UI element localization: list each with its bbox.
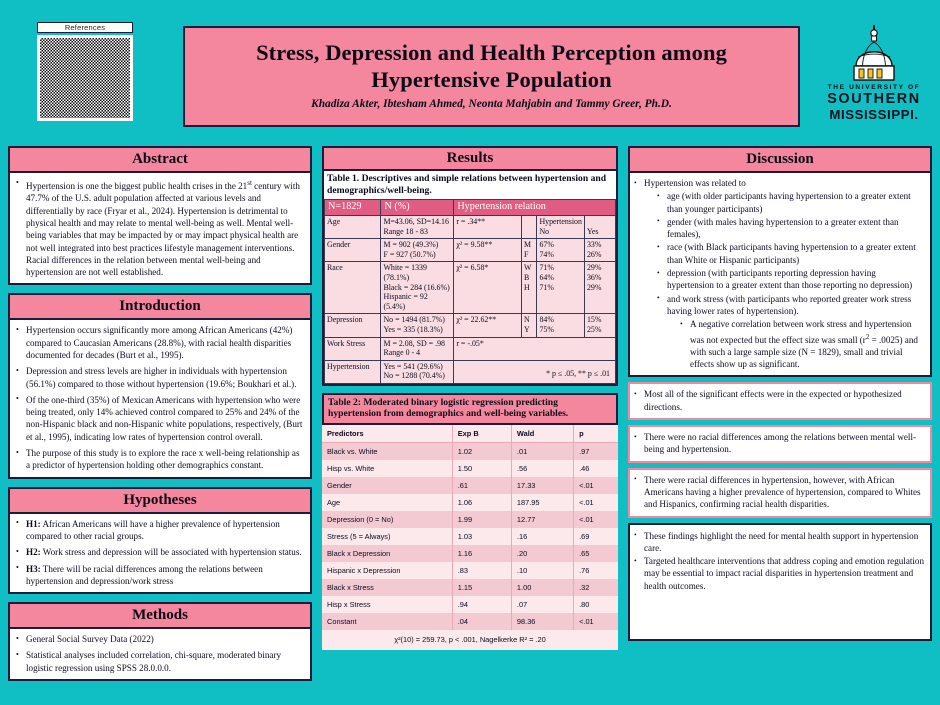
discussion-note-list — [633, 431, 925, 456]
list-item: • Statistical analyses included correlation, chi-square, moderated binary logistic regression using SPSS 28.0.0.0. — [14, 649, 304, 674]
table2-col-expb: Exp B — [452, 425, 511, 443]
logo-line-3: MISSISSIPPI. — [829, 107, 919, 122]
table1-col-npct: N (%) — [381, 200, 454, 216]
cell-p: .76 — [574, 562, 618, 579]
cell-predictor: Stress (5 = Always) — [322, 528, 452, 545]
cell-expb: .61 — [452, 477, 511, 494]
subheader-yes: Yes — [584, 216, 615, 239]
discussion-note-1 — [628, 382, 932, 420]
table-row — [322, 579, 618, 596]
row-npct: M=43.06, SD=14.16 Range 18 - 83 — [381, 216, 454, 239]
hypothesis-label: H2: — [26, 547, 41, 558]
cell-p: .65 — [574, 545, 618, 562]
table1-wrapper — [322, 171, 618, 386]
row-variable: Work Stress — [325, 337, 381, 360]
methods-heading: Methods — [8, 602, 312, 629]
list-item — [656, 293, 925, 371]
table2-head — [322, 425, 618, 443]
list-item: • Depression and stress levels are higher in individuals with hypertension (56.1%) compared to those without hypertension (19.6%; Boukhari et al.). — [14, 365, 304, 390]
table-row — [325, 360, 616, 383]
hypotheses-heading: Hypotheses — [8, 487, 312, 514]
list-item: • Of the one-third (35%) of Mexican Americans with hypertension who were being treated, only 14% achieved control compared to 25% and 24% of the non-Hispanic black and non-Hispanic white populations, respectively, (Burt et al., 1995), indicating low rates of hypertension control overall. — [14, 394, 304, 443]
subheader-no: Hypertension No — [537, 216, 585, 239]
cell-expb: .94 — [452, 596, 511, 613]
methods-body — [8, 629, 312, 681]
table1-significance-note: * p ≤ .05, ** p ≤ .01 — [454, 360, 616, 383]
logo-line-1: THE UNIVERSITY OF — [827, 84, 921, 91]
table1-body — [325, 216, 616, 384]
row-yes: 15% 25% — [584, 314, 615, 337]
cell-wald: .56 — [511, 460, 573, 477]
logo-line-2: SOUTHERN — [827, 91, 921, 107]
table2-wrapper — [322, 393, 618, 650]
list-item — [14, 518, 304, 543]
cell-p: .32 — [574, 579, 618, 596]
list-item: • age (with older participants having hypertension to a greater extent than younger participants) — [656, 190, 925, 215]
row-npct: Yes = 541 (29.6%) No = 1288 (70.4%) — [381, 360, 454, 383]
cell-p: .69 — [574, 528, 618, 545]
abstract-text: Hypertension is one the biggest public health crises in the 21st century with 47.7% of the U.S. adult population affected at various levels and differentially by race (Fryar et al., 2024). Hypertension is detrimental to physical health and may relate to mental well-being as well. Mental well-being variables that may be impacted by or may impact physical health are not well integrated into best practices lifestyle management interventions. Racial differences in the relation between mental well-being and hypertension are not well established. — [26, 179, 300, 278]
discussion-sublist — [656, 190, 925, 370]
discussion-heading: Discussion — [628, 146, 932, 173]
row-relation: r = .34** — [454, 216, 522, 239]
cell-predictor: Hisp x Stress — [322, 596, 452, 613]
table-row — [322, 613, 618, 630]
table2 — [322, 425, 618, 630]
hypotheses-list — [14, 518, 304, 587]
discussion-note-list — [633, 388, 925, 413]
discussion-lead: Hypertension was related to — [644, 178, 746, 188]
references-label: References — [37, 22, 133, 33]
discussion-subbullet-text: and work stress (with participants who reported greater work stress having lower rates of hypertension). — [667, 293, 912, 316]
row-no: 71% 64% 71% — [537, 262, 585, 314]
cell-wald: .20 — [511, 545, 573, 562]
cell-p: .97 — [574, 442, 618, 460]
list-item: • depression (with participants reporting depression having hypertension to a greater extent than those reporting no depression) — [656, 267, 925, 292]
table-row — [325, 200, 616, 216]
list-item: • The purpose of this study is to explore the race x well-being relationship as a predictor of hypertension holding other demographics constant. — [14, 447, 304, 472]
list-item: • Most all of the significant effects were in the expected or hypothesized directions. — [633, 388, 925, 413]
table2-caption: Table 2: Moderated binary logistic regression predicting hypertension from demographics and well-being variables. — [322, 393, 618, 425]
methods-list — [14, 633, 304, 674]
cell-wald: 187.95 — [511, 494, 573, 511]
list-item: • There were racial differences in hypertension, however, with African Americans having a higher prevalence of hypertension, compared to Whites and Hispanics, confirming racial health disparities. — [633, 474, 925, 511]
table-row — [325, 337, 616, 360]
row-npct: M = 902 (49.3%) F = 927 (50.7%) — [381, 239, 454, 262]
discussion-main-list — [633, 177, 925, 370]
cell-predictor: Gender — [322, 477, 452, 494]
row-relation: r = -.05* — [454, 337, 616, 360]
row-variable: Gender — [325, 239, 381, 262]
list-item — [14, 546, 304, 558]
table2-col-predictors: Predictors — [322, 425, 452, 443]
row-variable: Race — [325, 262, 381, 314]
table1-col-relation: Hypertension relation — [454, 200, 616, 216]
list-item: • Hypertension occurs significantly more among African Americans (42%) compared to Caucasian Americans (28.8%), with racial health disparities documented for decades (Burt et al., 1995). — [14, 324, 304, 361]
university-logo — [822, 24, 926, 132]
row-variable: Hypertension — [325, 360, 381, 383]
list-item: • A negative correlation between work stress and hypertension was not expected but the effect size was small $(r^2 = .0025)$ and with such a large sample size (N = 1829), small and trivial effects show up as significant. — [679, 318, 925, 370]
cell-wald: .10 — [511, 562, 573, 579]
left-column — [8, 146, 312, 689]
list-item: • There were no racial differences among the relations between mental well-being and hypertension. — [633, 431, 925, 456]
list-item: • gender (with males having hypertension to a greater extent than females), — [656, 216, 925, 241]
cell-expb: 1.50 — [452, 460, 511, 477]
row-key: M F — [521, 239, 536, 262]
row-key: N Y — [521, 314, 536, 337]
discussion-body — [628, 173, 932, 377]
results-heading: Results — [322, 146, 618, 171]
list-item: • General Social Survey Data (2022) — [14, 633, 304, 645]
discussion-note-2 — [628, 425, 932, 463]
cell-p: <.01 — [574, 477, 618, 494]
hypothesis-label: H3: — [26, 563, 41, 574]
discussion-conclusion-box — [628, 523, 932, 641]
row-npct: No = 1494 (81.7%) Yes = 335 (18.3%) — [381, 314, 454, 337]
table-row — [322, 494, 618, 511]
table2-col-wald: Wald — [511, 425, 573, 443]
table1 — [324, 199, 616, 384]
hypothesis-text: There will be racial differences among the relations between hypertension and depression/work stress — [26, 563, 263, 586]
right-column — [628, 146, 932, 641]
poster-authors: Khadiza Akter, Ibtesham Ahmed, Neonta Mahjabin and Tammy Greer, Ph.D. — [311, 98, 672, 110]
row-relation: χ² = 6.58* — [454, 262, 522, 314]
row-key — [521, 216, 536, 239]
hypothesis-text: Work stress and depression will be associated with hypertension status. — [42, 547, 302, 558]
poster-title-line-1: Stress, Depression and Health Perception among — [256, 40, 727, 65]
introduction-body — [8, 320, 312, 478]
abstract-body — [8, 173, 312, 285]
cell-expb: 1.02 — [452, 442, 511, 460]
cell-expb: 1.15 — [452, 579, 511, 596]
cell-predictor: Hisp vs. White — [322, 460, 452, 477]
cell-expb: 1.99 — [452, 511, 511, 528]
section-hypotheses — [8, 487, 312, 594]
cell-p: <.01 — [574, 494, 618, 511]
poster-title-line-2: Hypertensive Population — [371, 67, 612, 92]
cell-wald: 98.36 — [511, 613, 573, 630]
cell-predictor: Hispanic x Depression — [322, 562, 452, 579]
cell-wald: .07 — [511, 596, 573, 613]
hypotheses-body — [8, 514, 312, 594]
cell-predictor: Depression (0 = No) — [322, 511, 452, 528]
table-row — [322, 442, 618, 460]
cell-wald: 12.77 — [511, 511, 573, 528]
table1-head — [325, 200, 616, 216]
dome-icon — [843, 24, 905, 82]
cell-predictor: Black x Stress — [322, 579, 452, 596]
row-variable: Age — [325, 216, 381, 239]
table-row — [325, 262, 616, 314]
row-relation: χ² = 9.58** — [454, 239, 522, 262]
table-row — [322, 460, 618, 477]
cell-p: <.01 — [574, 511, 618, 528]
hypothesis-text: African Americans will have a higher prevalence of hypertension compared to other racial groups. — [26, 518, 280, 541]
cell-wald: .01 — [511, 442, 573, 460]
cell-wald: 17.33 — [511, 477, 573, 494]
introduction-heading: Introduction — [8, 293, 312, 320]
hypothesis-label: H1: — [26, 518, 41, 529]
table-row — [322, 545, 618, 562]
table-row — [322, 477, 618, 494]
discussion-note-3 — [628, 468, 932, 518]
cell-expb: .83 — [452, 562, 511, 579]
table2-footer: χ²(10) = 259.73, p < .001, Nagelkerke R² = .20 — [322, 630, 618, 650]
cell-predictor: Black x Depression — [322, 545, 452, 562]
list-item: • These findings highlight the need for mental health support in hypertension care. — [633, 530, 925, 555]
cell-p: .80 — [574, 596, 618, 613]
table2-col-p: p — [574, 425, 618, 443]
list-item — [14, 563, 304, 588]
introduction-list — [14, 324, 304, 471]
cell-expb: .04 — [452, 613, 511, 630]
table-row — [325, 239, 616, 262]
list-item: • race (with Black participants having hypertension to a greater extent than White or Hispanic participants) — [656, 241, 925, 266]
qr-code-frame — [37, 35, 133, 121]
section-introduction — [8, 293, 312, 478]
row-npct: M = 2.08, SD = .98 Range 0 - 4 — [381, 337, 454, 360]
references-block[interactable] — [37, 22, 133, 121]
table1-caption: Table 1. Descriptives and simple relations between hypertension and demographics/well-being. — [324, 171, 616, 199]
table1-col-n: N=1829 — [325, 200, 381, 216]
cell-expb: 1.03 — [452, 528, 511, 545]
title-panel — [183, 26, 800, 127]
qr-code-icon[interactable] — [40, 38, 130, 118]
discussion-nested-list — [679, 318, 925, 370]
row-relation: χ² = 22.62** — [454, 314, 522, 337]
cell-wald: .16 — [511, 528, 573, 545]
row-yes: 33% 26% — [584, 239, 615, 262]
poster-header — [0, 0, 940, 142]
table-row — [325, 216, 616, 239]
row-no: 67% 74% — [537, 239, 585, 262]
cell-p: <.01 — [574, 613, 618, 630]
table-row — [322, 511, 618, 528]
middle-column — [322, 146, 618, 650]
cell-p: .46 — [574, 460, 618, 477]
row-key: W B H — [521, 262, 536, 314]
section-methods — [8, 602, 312, 681]
discussion-conclusion-list — [633, 530, 925, 592]
table2-body — [322, 442, 618, 630]
table-row — [322, 425, 618, 443]
list-item — [14, 177, 304, 278]
abstract-heading: Abstract — [8, 146, 312, 173]
row-npct: White = 1339 (78.1%) Black = 284 (16.6%) Hispanic = 92 (5.4%) — [381, 262, 454, 314]
abstract-list — [14, 177, 304, 278]
table-row — [322, 562, 618, 579]
table-row — [322, 528, 618, 545]
table-row — [322, 596, 618, 613]
discussion-note-list — [633, 474, 925, 511]
cell-predictor: Constant — [322, 613, 452, 630]
cell-wald: 1.00 — [511, 579, 573, 596]
cell-expb: 1.06 — [452, 494, 511, 511]
section-abstract — [8, 146, 312, 285]
cell-expb: 1.16 — [452, 545, 511, 562]
row-variable: Depression — [325, 314, 381, 337]
row-no: 84% 75% — [537, 314, 585, 337]
list-item: • Targeted healthcare interventions that address coping and emotion regulation may be essential to impact racial disparities in hypertension treatment and health outcomes. — [633, 555, 925, 592]
table-row — [325, 314, 616, 337]
list-item — [633, 177, 925, 370]
cell-predictor: Black vs. White — [322, 442, 452, 460]
cell-predictor: Age — [322, 494, 452, 511]
row-yes: 29% 36% 29% — [584, 262, 615, 314]
